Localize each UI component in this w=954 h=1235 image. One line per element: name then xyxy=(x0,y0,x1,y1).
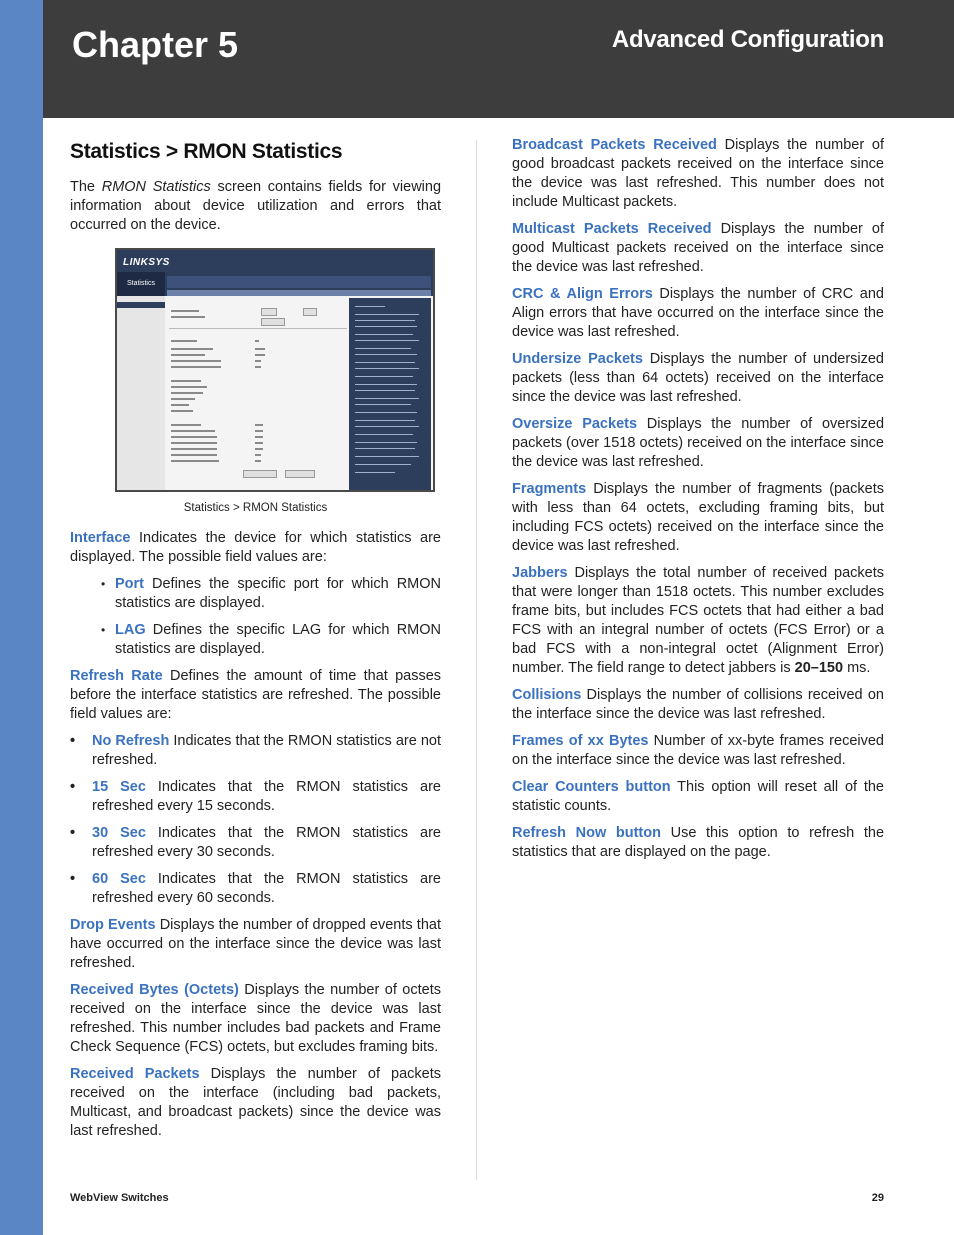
left-column xyxy=(70,136,441,1149)
section-title: Advanced Configuration xyxy=(611,26,884,53)
clear-counters-paragraph: Clear Counters button This option will reset all of the statistic counts. xyxy=(512,779,884,814)
intro-paragraph: The RMON Statistics screen contains fields for viewing information about device utilization and errors that occurred on the device. xyxy=(70,179,442,233)
column-divider xyxy=(476,140,477,1180)
screenshot-help-panel xyxy=(349,298,431,490)
interface-values-list xyxy=(70,575,441,659)
screenshot-main xyxy=(169,302,347,486)
rmon-statistics-screenshot xyxy=(115,248,435,492)
undersize-paragraph: Undersize Packets Displays the number of undersized packets (less than 64 octets) received on the interface since the device was last refreshed. xyxy=(512,351,884,405)
drop-events-paragraph: Drop Events Displays the number of dropped events that have occurred on the interface since the device was last refreshed. xyxy=(70,917,441,971)
frames-paragraph: Frames of xx Bytes Number of xx-byte frames received on the interface since the device was last refreshed. xyxy=(512,733,884,768)
received-packets-paragraph: Received Packets Displays the number of packets received on the interface (including bad packets, Multicast, and broadcast packets) since the device was last refreshed. xyxy=(70,1066,442,1139)
footer-title: WebView Switches xyxy=(70,1192,169,1204)
screenshot-nav xyxy=(167,276,431,288)
crc-paragraph: CRC & Align Errors Displays the number of CRC and Align errors that have occurred on the interface since the device was last refreshed. xyxy=(512,286,884,340)
screenshot-tab: Statistics xyxy=(117,272,165,296)
screenshot-subnav xyxy=(167,290,431,296)
page-number: 29 xyxy=(871,1192,884,1204)
fragments-paragraph: Fragments Displays the number of fragments (packets with less than 64 octets, excluding framing bits, but including FCS octets) received on the interface since the device was last refreshed. xyxy=(512,481,884,554)
refresh-values-list xyxy=(70,732,441,908)
broadcast-paragraph: Broadcast Packets Received Displays the number of good broadcast packets received on the interface since the device was last refreshed. This number does not include Multicast packets. xyxy=(512,137,884,210)
chapter-title: Chapter 5 xyxy=(72,24,239,65)
section-heading: Statistics > RMON Statistics xyxy=(70,140,343,163)
refresh-now-paragraph: Refresh Now button Use this option to refresh the statistics that are displayed on the page. xyxy=(512,825,885,860)
list-item: • 30 Sec Indicates that the RMON statistics are refreshed every 30 seconds. xyxy=(70,825,441,860)
screenshot-canvas xyxy=(117,250,433,490)
right-column xyxy=(512,136,884,870)
list-item: • Port Defines the specific port for which RMON statistics are displayed. xyxy=(101,576,441,611)
interface-paragraph: Interface Indicates the device for which statistics are displayed. The possible field values are: xyxy=(70,530,441,565)
collisions-paragraph: Collisions Displays the number of collisions received on the interface since the device was last refreshed. xyxy=(512,687,884,722)
screenshot-left-menu xyxy=(117,296,165,490)
multicast-paragraph: Multicast Packets Received Displays the number of good Multicast packets received on the interface since the device was last refreshed. xyxy=(512,221,884,275)
received-bytes-paragraph: Received Bytes (Octets) Displays the number of octets received on the interface since the device was last refreshed. This number includes bad packets and Frame Check Sequence (FCS) octets, but excludes framing bits. xyxy=(70,982,441,1055)
list-item: • 60 Sec Indicates that the RMON statistics are refreshed every 60 seconds. xyxy=(70,871,441,906)
list-item: • 15 Sec Indicates that the RMON statistics are refreshed every 15 seconds. xyxy=(70,779,441,814)
linksys-logo: LINKSYS xyxy=(123,257,170,268)
list-item: • No Refresh Indicates that the RMON statistics are not refreshed. xyxy=(70,733,441,768)
oversize-paragraph: Oversize Packets Displays the number of oversized packets (over 1518 octets) received on the interface since the device was last refreshed. xyxy=(512,416,885,470)
refresh-rate-paragraph: Refresh Rate Defines the amount of time that passes before the interface statistics are refreshed. The possible field values are: xyxy=(70,668,442,722)
side-accent-bar xyxy=(0,0,43,1235)
list-item: • LAG Defines the specific LAG for which RMON statistics are displayed. xyxy=(101,622,441,657)
figure-caption: Statistics > RMON Statistics xyxy=(183,502,328,514)
jabbers-paragraph: Jabbers Displays the total number of received packets that were longer than 1518 octets. This number excludes frame bits, but includes FCS octets that had either a bad FCS with an integral number of octets (FCS Error) or a bad FCS with a non-integral octet (Alignment Error) number. The field range to detect jabbers is 20–150 ms. xyxy=(512,565,884,676)
